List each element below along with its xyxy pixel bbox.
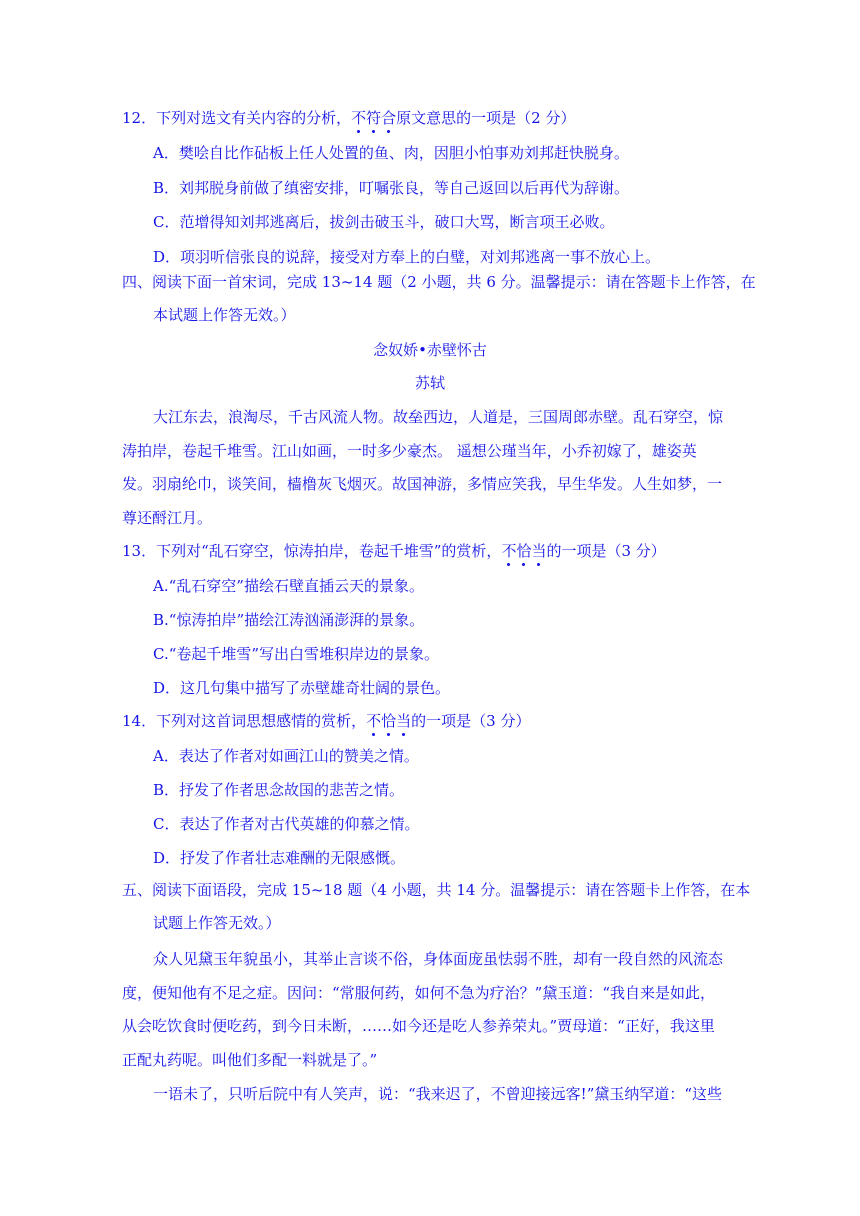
q14-stem-text: 下列对这首词思想感情的赏析，: [156, 712, 367, 730]
q13-stem: [122, 541, 666, 561]
q13-stem-tail: 的一项是（3 分）: [546, 542, 666, 560]
q13-emphasis: [501, 542, 546, 560]
q14-option-a: A．表达了作者对如画江山的赞美之情。: [153, 747, 419, 765]
q13-stem-text: 下列对“乱石穿空，惊涛拍岸，卷起千堆雪”的赏析，: [156, 542, 502, 560]
emphasis-char: 恰: [381, 712, 397, 730]
emphasis-char: 恰: [516, 542, 532, 560]
q13-option-b: B.“惊涛拍岸”描绘江涛汹涌澎湃的景象。: [153, 611, 425, 629]
q12-number: 12．: [122, 109, 157, 127]
q12-stem-tail: 原文意思的一项是（2 分）: [396, 109, 576, 127]
q12-option-b: B．刘邦脱身前做了缜密安排，叮嘱张良，等自己返回以后再代为辞谢。: [153, 179, 630, 197]
q12-emphasis: [351, 109, 396, 127]
poem-line: 发。羽扇纶巾，谈笑间，樯橹灰飞烟灭。故国神游，多情应笑我，早生华发。人生如梦，一: [122, 475, 723, 493]
passage-line: 从会吃饮食时便吃药，到今日未断，……如今还是吃人参养荣丸。”贾母道：“正好，我这里: [122, 1017, 715, 1035]
poem-author: 苏轼: [414, 374, 445, 392]
poem-line: 尊还酹江月。: [122, 509, 213, 527]
q12-option-d: D．项羽听信张良的说辞，接受对方奉上的白璧，对刘邦逃离一事不放心上。: [153, 248, 661, 266]
emphasis-char: 合: [381, 109, 397, 127]
q14-emphasis: [366, 712, 411, 730]
q12-option-a: A．樊哙自比作砧板上任人处置的鱼、肉，因胆小怕事劝刘邦赶快脱身。: [153, 144, 629, 162]
emphasis-char: 当: [396, 712, 412, 730]
section4-heading: 四、阅读下面一首宋词，完成 13~14 题（2 小题，共 6 分。温馨提示：请在答题卡上作答，在: [122, 273, 756, 291]
emphasis-char: 不: [501, 542, 517, 560]
passage-line: 度，便知他有不足之症。因问：“常服何药，如何不急为疗治？”黛玉道：“我自来是如此，: [122, 984, 716, 1002]
q13-option-a: A.“乱石穿空”描绘石壁直插云天的景象。: [153, 577, 424, 595]
q12-option-c: C．范增得知刘邦逃离后，拔剑击破玉斗，破口大骂，断言项王必败。: [153, 213, 615, 231]
q13-option-c: C.“卷起千堆雪”写出白雪堆积岸边的景象。: [153, 645, 440, 663]
section5-heading: 五、阅读下面语段，完成 15~18 题（4 小题，共 14 分。温馨提示：请在答题卡上作答，在本: [122, 881, 751, 899]
passage-line: 众人见黛玉年貌虽小，其举止言谈不俗，身体面庞虽怯弱不胜，却有一段自然的风流态: [153, 950, 724, 968]
q14-stem-tail: 的一项是（3 分）: [411, 712, 531, 730]
section4-heading-cont: 本试题上作答无效。）: [153, 306, 296, 324]
emphasis-char: 不: [351, 109, 367, 127]
emphasis-char: 当: [531, 542, 547, 560]
q14-option-d: D．抒发了作者壮志难酬的无限感慨。: [153, 849, 406, 867]
q12-stem: [122, 108, 575, 128]
passage-line: 一语未了，只听后院中有人笑声，说：“我来迟了，不曾迎接远客!”黛玉纳罕道：“这些: [153, 1085, 723, 1103]
q14-option-b: B．抒发了作者思念故国的悲苦之情。: [153, 781, 405, 799]
emphasis-char: 不: [366, 712, 382, 730]
poem-line: 大江东去，浪淘尽，千古风流人物。故垒西边，人道是，三国周郎赤壁。乱石穿空，惊: [153, 408, 724, 426]
q12-stem-text: 下列对选文有关内容的分析，: [156, 109, 352, 127]
poem-line: 涛拍岸，卷起千堆雪。江山如画，一时多少豪杰。 遥想公瑾当年，小乔初嫁了，雄姿英: [122, 442, 697, 460]
q14-stem: [122, 711, 530, 731]
q14-number: 14．: [122, 712, 157, 730]
section5-heading-cont: 试题上作答无效。）: [153, 914, 281, 932]
q13-option-d: D．这几句集中描写了赤壁雄奇壮阔的景色。: [153, 679, 451, 697]
poem-title: 念奴娇•赤壁怀古: [373, 341, 487, 359]
q14-option-c: C．表达了作者对古代英雄的仰慕之情。: [153, 815, 420, 833]
passage-line: 正配丸药呢。叫他们多配一料就是了。”: [122, 1051, 378, 1069]
q13-number: 13．: [122, 542, 157, 560]
emphasis-char: 符: [366, 109, 382, 127]
